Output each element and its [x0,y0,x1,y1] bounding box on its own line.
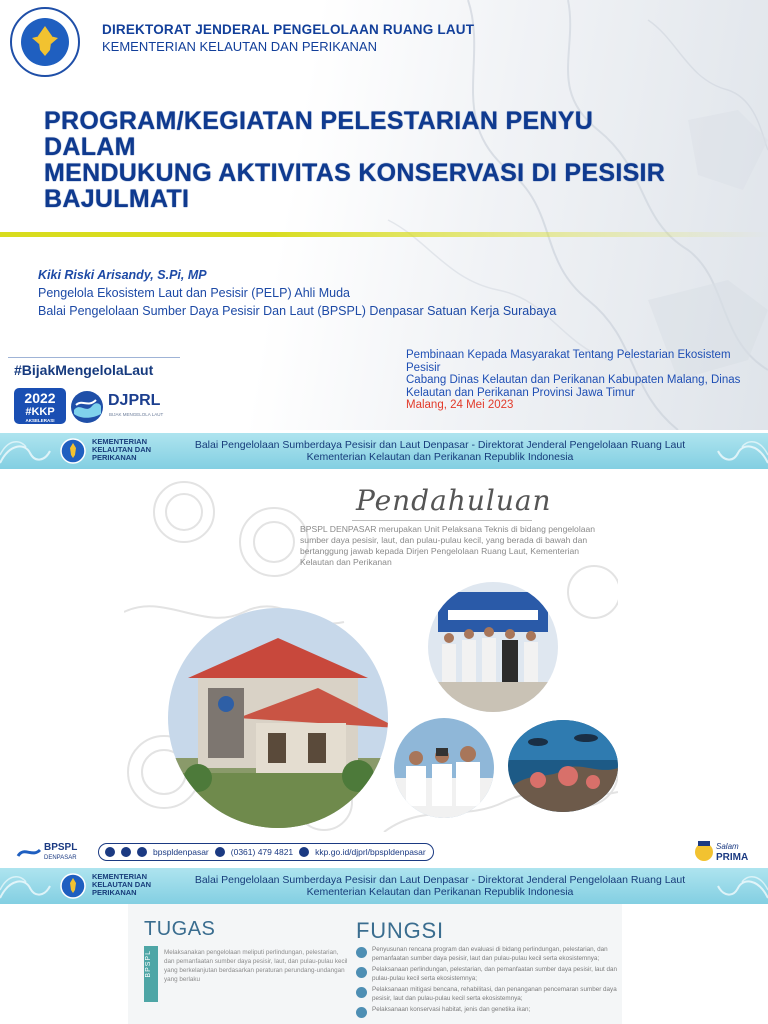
author-block [38,266,556,320]
title-line: PROGRAM/KEGIATAN PELESTARIAN PENYU DALAM [44,107,594,161]
coral-reef-photo [508,720,618,812]
phone-icon [215,847,225,857]
event-line: Pembinaan Kepada Masyarakat Tentang Pelestarian Ekosistem [406,349,731,361]
djprl-tagline: BIJAK MENGELOLA LAUT [109,412,164,417]
wave-ornament-icon [708,868,768,904]
office-building-photo [168,608,388,828]
title-slide [0,0,768,430]
social-media-icon [105,847,115,857]
banner-org-name [92,873,151,897]
title-line: MENDUKUNG AKTIVITAS KONSERVASI DI PESISIR [44,159,666,187]
bpspl-text: BPSPL [44,842,78,853]
banner-org-line: KEMENTERIAN [92,437,148,446]
introduction-text: BPSPL DENPASAR merupakan Unit Pelaksana Teknis di bidang pengelolaan sumber daya pesisir, laut, dan pulau-pulau kecil, yang berada di bawah dan bertanggung jawab kepada Dirjen Pengelolaan Ruang Laut, Kementerian Kelautan dan Perikanan [300,524,596,567]
banner-org-line: KEMENTERIAN [92,872,148,881]
wave-ornament-icon [0,433,60,469]
prima-text: PRIMA [716,852,749,863]
tugas-heading: TUGAS [144,918,216,940]
students-photo [394,718,494,818]
banner-text [170,874,710,898]
event-line: Pesisir [406,361,441,374]
accent-divider [0,232,768,237]
heading-underline [352,520,532,521]
banner-org-line: KELAUTAN DAN [92,880,152,889]
institution-banner [0,868,768,904]
badge-hashtag: #KKP [25,406,55,418]
badge-subtitle: AKSELERASI [25,418,55,423]
banner-org-line: PERIKANAN [92,888,137,897]
presentation-title [44,108,684,212]
banner-text [170,439,710,463]
organization-header [102,22,474,54]
banner-org-name [92,438,151,462]
author-name: Kiki Riski Arisandy, S.Pi, MP [38,268,207,282]
hashtag-divider [8,357,180,358]
tugas-text: Melaksanakan pengelolaan meliputi perlindungan, pelestarian, dan pemanfaatan sumber daya pesisir, laut, dan pulau-pulau kecil yang berkelanjutan berdasarkan peraturan perundang-undangan yang berlaku [164,949,348,983]
tab-label: BPSPL [145,950,152,978]
list-item: Penyusunan rencana program dan evaluasi di bidang perlindungan, pelestarian, dan pemanfaatan sumber daya pesisir, laut dan pulau-pulau kecil serta ekosistemnya; [356,946,622,963]
bpspl-vertical-tab [144,946,158,1002]
event-date: Malang, 24 Mei 2023 [406,399,514,411]
bpspl-subtext: DENPASAR [44,855,77,861]
fungsi-list [356,946,622,1018]
youtube-icon [137,847,147,857]
section-heading: Pendahuluan [356,484,552,517]
author-office: Balai Pengelolaan Sumber Daya Pesisir Dan Laut (BPSPL) Denpasar Satuan Kerja Surabaya [38,304,557,318]
list-item: Pelaksanaan konservasi habitat, jenis dan genetika ikan; [356,1006,622,1015]
fungsi-heading: FUNGSI [356,918,444,943]
hashtag: #BijakMengelolaLaut [14,362,154,378]
list-item: Pelaksanaan perlindungan, pelestarian, dan pemanfaatan sumber daya pesisir, laut dan pulau-pulau kecil serta ekosistemnya; [356,966,622,983]
djprl-label: DJPRL [108,392,161,409]
banner-line: Kementerian Kelautan dan Perikanan Republik Indonesia [306,886,574,898]
phone-number: (0361) 479 4821 [230,847,294,857]
kkp-logo [6,6,84,78]
ministry-logo [60,872,86,900]
djprl-wave-icon [70,390,104,424]
directorate-name: DIREKTORAT JENDERAL PENGELOLAAN RUANG LAUT [102,22,475,37]
contact-info-pill [98,843,434,861]
kkp-2022-badge [14,388,66,424]
ministry-name: KEMENTERIAN KELAUTAN DAN PERIKANAN [102,39,377,54]
list-item: Pelaksanaan mitigasi bencana, rehabilitasi, dan penanganan pencemaran sumber daya pesisir, laut dan pulau-pulau kecil serta ekosistemnya; [356,986,622,1003]
globe-icon [299,847,309,857]
event-line: Cabang Dinas Kelautan dan Perikanan Kabupaten Malang, Dinas [406,374,741,386]
introduction-slide [124,472,618,832]
salam-text: Salam [716,842,739,851]
banner-org-line: PERIKANAN [92,453,137,462]
banner-line: Balai Pengelolaan Sumberdaya Pesisir dan Laut Denpasar - Direktorat Jenderal Pengelolaan Ruang Laut [194,439,686,451]
group-photo [428,582,558,712]
banner-line: Kementerian Kelautan dan Perikanan Republik Indonesia [306,451,574,463]
wave-ornament-icon [708,433,768,469]
facebook-icon [121,847,131,857]
badge-year: 2022 [24,390,56,406]
website: kkp.go.id/djprl/bpspldenpasar [315,847,426,857]
salam-prima-logo [694,838,758,864]
institution-banner [0,433,768,469]
bpspl-logo [16,838,88,864]
title-line: BAJULMATI [44,185,190,213]
banner-line: Balai Pengelolaan Sumberdaya Pesisir dan Laut Denpasar - Direktorat Jenderal Pengelolaan Ruang Laut [194,874,686,886]
ministry-logo [60,437,86,465]
event-line: Kelautan dan Perikanan Provinsi Jawa Timur [406,386,635,399]
social-handle: bpspldenpasar [153,847,209,857]
author-role: Pengelola Ekosistem Laut dan Pesisir (PELP) Ahli Muda [38,286,350,300]
event-info [406,349,762,412]
banner-org-line: KELAUTAN DAN [92,445,152,454]
wave-ornament-icon [0,868,60,904]
